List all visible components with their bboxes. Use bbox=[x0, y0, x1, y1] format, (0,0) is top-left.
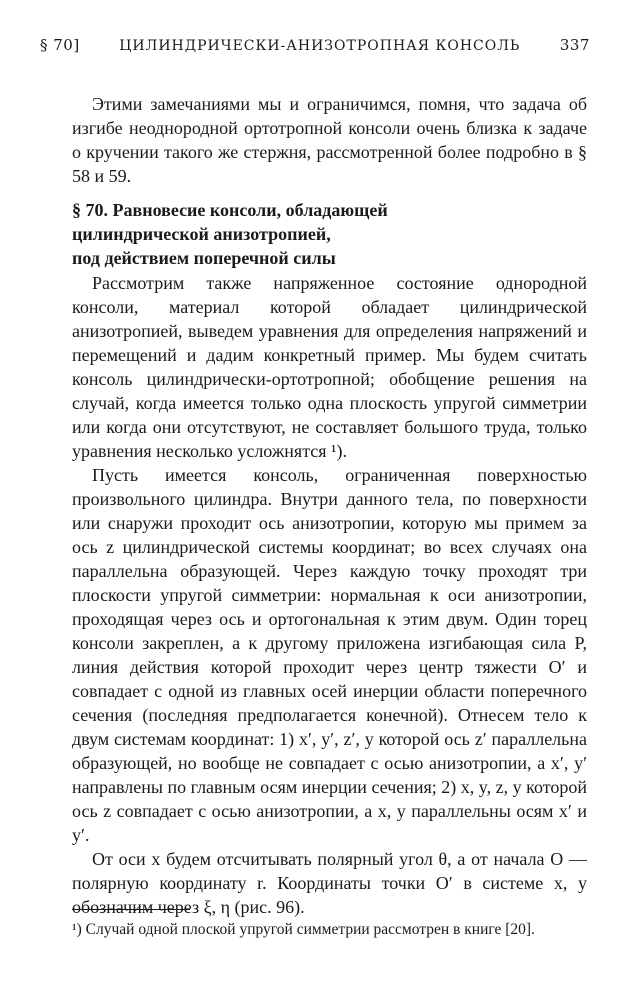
footnote-divider bbox=[72, 909, 190, 910]
header-section-ref: § 70] bbox=[40, 36, 80, 54]
footnote: ¹) Случай одной плоской упругой симметрии рассмотрен в книге [20]. bbox=[72, 921, 535, 938]
section-heading-line-1: § 70. Равновесие консоли, обладающей bbox=[72, 200, 388, 220]
main-text bbox=[72, 271, 587, 919]
header-running-title: ЦИЛИНДРИЧЕСКИ-АНИЗОТРОПНАЯ КОНСОЛЬ bbox=[119, 38, 521, 54]
paragraph-2: Пусть имеется консоль, ограниченная поверхностью произвольного цилиндра. Внутри данного тела, по поверхности или снаружи проходит ось анизотропии, которую мы примем за ось z цилиндрической системы координат; во всех случаях она параллельна образующей. Через каждую точку проходят три плоскости упругой симметрии: нормальная к оси анизотропии, проходящая через ось и ортогональная к этим двум. Один торец консоли закреплен, а к другому приложена изгибающая сила P, линия действия которой проходит через центр тяжести O′ и совпадает с одной из главных осей инерции области поперечного сечения (последняя предполагается конечной). Отнесем тело к двум системам координат: 1) x′, y′, z′, у которой ось z′ параллельна образующей, но вообще не совпадает с осью анизотропии, а x′, y′ направлены по главным осям инерции сечения; 2) x, y, z, у которой ось z совпадает с осью анизотропии, а x, y параллельны осям x′ и y′. bbox=[72, 465, 587, 845]
header-page-number: 337 bbox=[559, 36, 590, 54]
paragraph-3: От оси x будем отсчитывать полярный угол θ, а от начала O — полярную координату r. Координаты точки O′ в системе x, y обозначим через ξ, η (рис. 96). bbox=[72, 849, 587, 917]
section-heading-line-2: цилиндрической анизотропией, bbox=[72, 224, 331, 244]
intro-paragraph: Этими замечаниями мы и ограничимся, помня, что задача об изгибе неоднородной ортотропной консоли очень близка к задаче о кручении такого же стержня, рассмотренной более подробно в § 58 и 59. bbox=[72, 94, 587, 186]
running-header bbox=[40, 36, 590, 54]
section-heading-line-3: под действием поперечной силы bbox=[72, 248, 336, 268]
paragraph-1: Рассмотрим также напряженное состояние однородной консоли, материал которой обладает цилиндрической анизотропией, выведем уравнения для определения напряжений и перемещений и дадим конкретный пример. Мы будем считать консоль цилиндрически-ортотропной; обобщение решения на случай, когда имеется только одна плоскость упругой симметрии или когда они отсутствуют, не составляет большого труда, только уравнения несколько усложнятся ¹). bbox=[72, 273, 587, 461]
section-heading bbox=[72, 198, 532, 270]
intro-block bbox=[72, 92, 587, 188]
